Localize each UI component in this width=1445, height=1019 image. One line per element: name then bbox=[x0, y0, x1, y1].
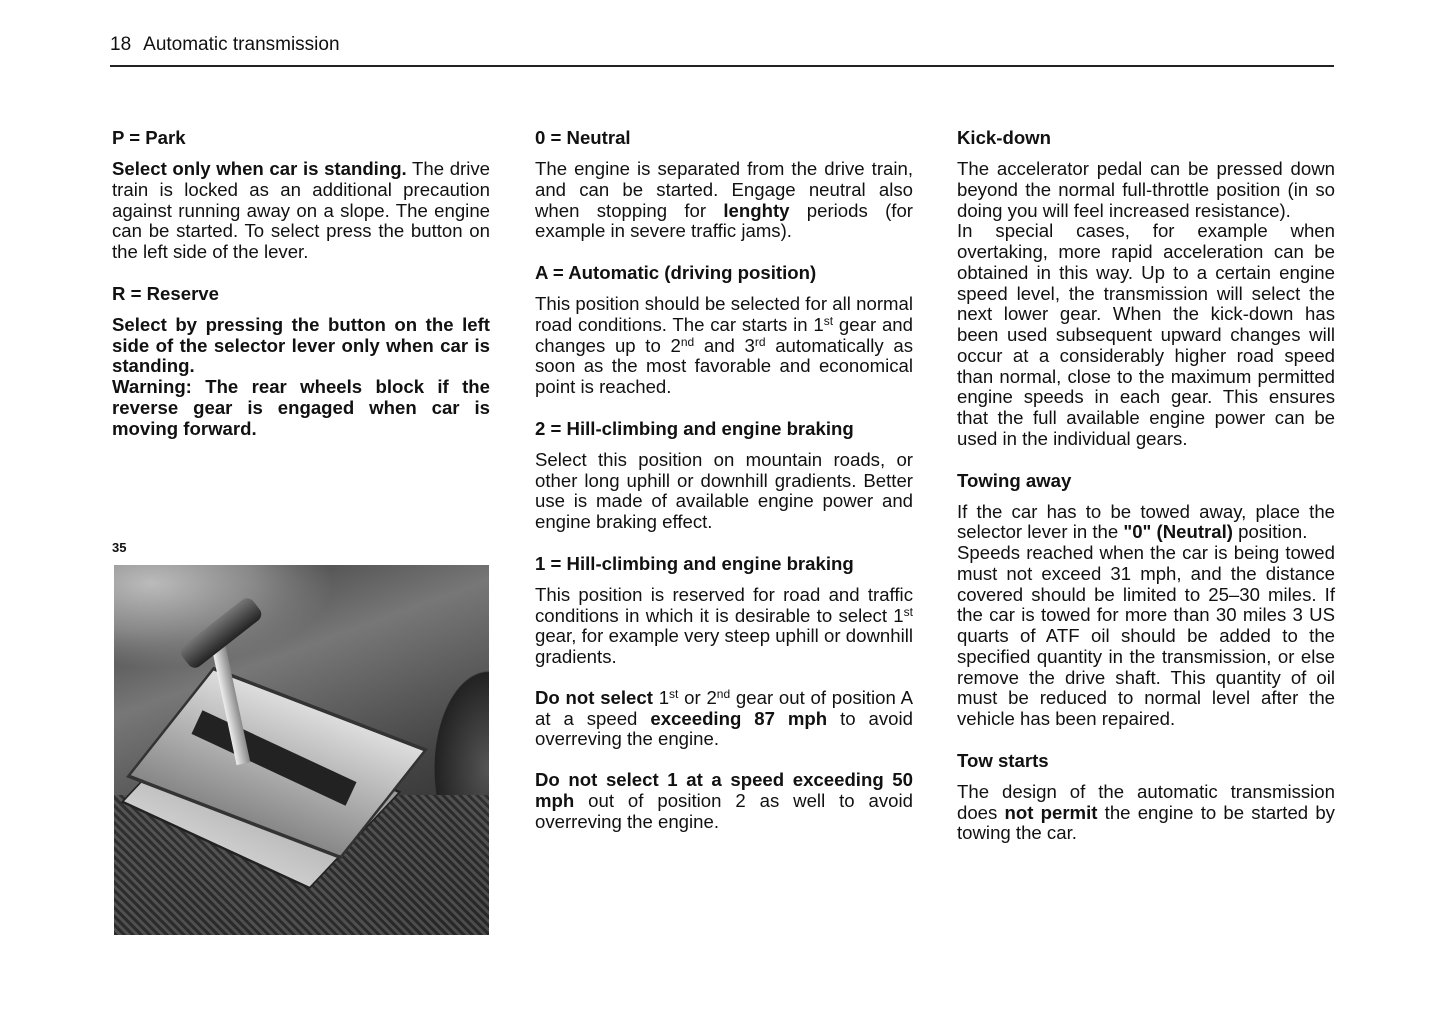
page-header bbox=[110, 34, 340, 56]
text-run: the engine to be started by towing the car. bbox=[957, 801, 1335, 844]
text-run: and 3 bbox=[694, 334, 755, 356]
text-run: The design of the automatic transmission does bbox=[957, 780, 1335, 823]
text-run: periods (for example in severe traffic jams). bbox=[535, 199, 913, 242]
body-paragraph bbox=[957, 502, 1335, 544]
section-heading: 1 = Hill-climbing and engine braking bbox=[535, 552, 854, 574]
body-paragraph bbox=[535, 585, 913, 668]
text-run: In special cases, for example when overtaking, more rapid acceleration can be obtained in this way. Up to a certain engine speed level, the transmission will select the next lower gear. When the kick-down has been used subsequent upward changes will occur at a considerably higher road speed than normal, close to the maximum permitted engine speeds in each gear. This ensures that the full available engine power can be used in the individual gears. bbox=[957, 220, 1335, 449]
bold-text: Select only when car is standing. bbox=[112, 158, 407, 179]
text-run: 1 bbox=[652, 686, 670, 708]
bold-text: not permit bbox=[1004, 801, 1098, 823]
bold-text: Select by pressing the button on the left side of the selector lever only when car is standing. bbox=[112, 313, 490, 377]
body-paragraph bbox=[112, 159, 490, 263]
section-heading: P = Park bbox=[112, 127, 186, 148]
page-title: Automatic transmission bbox=[143, 34, 340, 55]
bold-text: Do not select 1 at a speed exceeding 50 mph bbox=[535, 769, 913, 811]
text-run: gear out of position A at a speed bbox=[535, 686, 913, 729]
text-run: or 2 bbox=[678, 686, 717, 708]
text-run: If the car has to be towed away, place the selector lever in the bbox=[957, 500, 1335, 543]
section-heading: A = Automatic (driving position) bbox=[535, 262, 817, 283]
text-run: Speeds reached when the car is being towed must not exceed 31 mph, and the distance covered should be limited to 25–30 miles. If the car is towed for more than 30 miles 3 US quarts of ATF oil should be added to the specified quantity in the transmission, or else remove the drive shaft. This quantity of oil must be reduced to normal level after the vehicle has been repaired. bbox=[957, 542, 1335, 729]
header-rule bbox=[110, 65, 1334, 67]
body-paragraph bbox=[535, 450, 913, 533]
body-paragraph bbox=[957, 782, 1335, 844]
selector-lever-photo bbox=[114, 565, 489, 935]
text-run: automatically as soon as the most favorable and economical point is reached. bbox=[535, 334, 913, 397]
text-run: This position is reserved for road and traffic conditions in which it is desirable to select 1 bbox=[535, 583, 913, 626]
bold-text: Warning: The rear wheels block if the reverse gear is engaged when car is moving forward. bbox=[112, 376, 490, 439]
body-paragraph bbox=[535, 688, 913, 750]
ordinal-suffix: nd bbox=[680, 334, 695, 349]
text-run: out of position 2 as well to avoid overreving the engine. bbox=[535, 789, 913, 832]
text-run: This position should be selected for all normal road conditions. The car starts in 1 bbox=[535, 293, 913, 335]
body-paragraph bbox=[957, 159, 1335, 221]
bold-text: exceeding 87 mph bbox=[650, 707, 828, 729]
ordinal-suffix: st bbox=[903, 604, 913, 619]
section-heading: Kick-down bbox=[957, 127, 1052, 148]
section-heading: 0 = Neutral bbox=[535, 127, 631, 148]
body-paragraph bbox=[535, 294, 913, 398]
bold-text: "0" (Neutral) bbox=[1123, 521, 1233, 543]
text-run: position. bbox=[1232, 521, 1308, 543]
section-heading: 2 = Hill-climbing and engine braking bbox=[535, 417, 854, 439]
text-run: The engine is separated from the drive train, and can be started. Engage neutral also when stopping for bbox=[535, 158, 913, 221]
column-2 bbox=[535, 127, 913, 852]
text-run: The accelerator pedal can be pressed down beyond the normal full-throttle position (in so doing you will feel increased resistance). bbox=[957, 158, 1335, 221]
body-paragraph bbox=[535, 770, 913, 832]
text-run: to avoid overreving the engine. bbox=[535, 707, 913, 750]
ordinal-suffix: rd bbox=[754, 334, 766, 349]
body-paragraph bbox=[957, 543, 1335, 730]
body-paragraph bbox=[112, 377, 490, 439]
text-run: gear and changes up to 2 bbox=[535, 313, 913, 356]
text-run: The drive train is locked as an additional precaution against running away on a slope. The engine can be started. To select press the button on the left side of the lever. bbox=[112, 158, 490, 262]
section-heading: Towing away bbox=[957, 469, 1072, 491]
text-run: Select this position on mountain roads, or other long uphill or downhill gradients. Better use is made of available engine power and engine braking effect. bbox=[535, 448, 913, 532]
ordinal-suffix: st bbox=[823, 313, 834, 328]
figure-label: 35 bbox=[112, 540, 127, 555]
body-paragraph bbox=[112, 315, 490, 377]
section-heading: R = Reserve bbox=[112, 282, 219, 304]
page-number: 18 bbox=[110, 34, 132, 55]
ordinal-suffix: st bbox=[669, 686, 679, 701]
body-paragraph bbox=[957, 221, 1335, 449]
column-1 bbox=[112, 127, 490, 459]
ordinal-suffix: nd bbox=[716, 686, 731, 701]
body-paragraph bbox=[535, 159, 913, 242]
bold-text: lenghty bbox=[723, 199, 790, 221]
text-run: gear, for example very steep uphill or downhill gradients. bbox=[535, 625, 913, 667]
column-3 bbox=[957, 127, 1335, 864]
section-heading: Tow starts bbox=[957, 749, 1049, 771]
bold-text: Do not select bbox=[535, 686, 653, 708]
